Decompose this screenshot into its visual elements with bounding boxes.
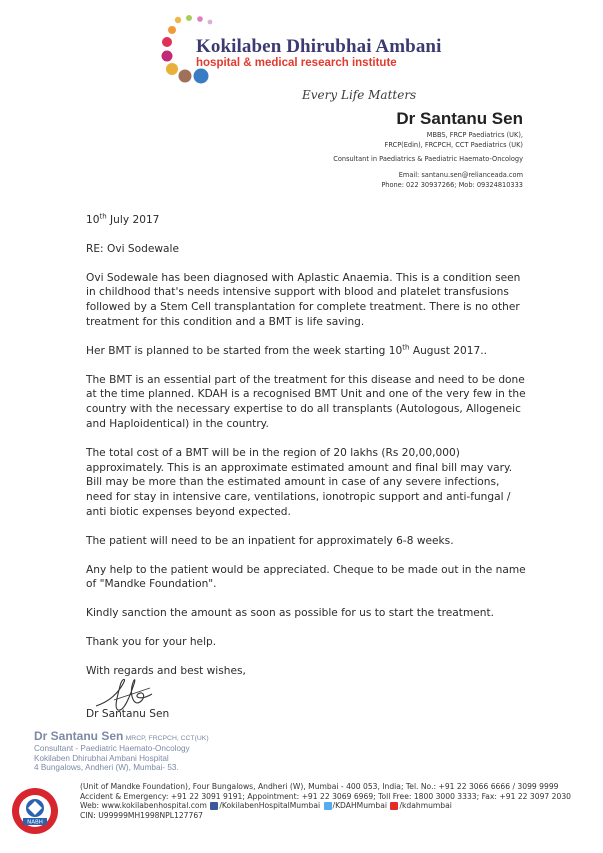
footer-youtube-link[interactable]: /kdahmumbai [399,801,452,811]
letter-subject: RE: Ovi Sodewale [86,242,179,255]
letter-date: 10th July 2017 [86,212,160,226]
letter-signer: Dr Santanu Sen [86,707,170,720]
footer-phones: Accident & Emergency: +91 22 3091 9191; Appointment: +91 22 3069 6969; Toll Free: 1800 3000 3333; Fax: +91 22 3097 2030 [80,791,571,801]
paragraph-diagnosis: Ovi Sodewale has been diagnosed with Aplastic Anaemia. This is a condition seen in childhood that's needs intensive support with blood and platelet transfusions followed by a Stem Cell transplantation for complete treatment. There is no other treatment for this condition and a BMT is life saving. [86,271,521,328]
hospital-footer [80,782,571,820]
signature-mark [94,672,164,714]
doctor-phone: Phone: 022 30937266; Mob: 09324810333 [381,181,523,189]
paragraph-thanks: Thank you for your help. [86,635,217,648]
paragraph-bmt-importance: The BMT is an essential part of the treatment for this disease and need to be done at the time planned. KDAH is a recognised BMT Unit and one of the very few in the country with the necessary expertise to do all transplants (Autologous, Allogeneic and Haploidentical) in the country. [86,373,526,430]
footer-facebook-link[interactable]: /KokilabenHospitalMumbai [219,801,321,811]
footer-cin: CIN: U99999MH1998NPL127767 [80,810,203,820]
stamp-name: Dr Santanu Sen [34,729,124,743]
hospital-name: Kokilaben Dhirubhai Ambani [196,36,442,57]
letter-body [86,213,526,721]
doctor-qualifications-2: FRCP(Edin), FRCPCH, CCT Paediatrics (UK) [384,141,523,149]
footer-address: (Unit of Mandke Foundation), Four Bungalows, Andheri (W), Mumbai - 400 053, India; Tel. No.: +91 22 3066 6666 / 3099 9999 [80,782,559,791]
doctor-stamp [34,729,209,773]
footer-twitter-link[interactable]: /KDAHMumbai [332,801,388,811]
nabh-badge-icon [10,786,60,836]
footer-website-link[interactable]: Web: www.kokilabenhospital.com [80,801,207,811]
footer-links [80,801,571,811]
badge-text: NABH [27,819,43,826]
doctor-name: Dr Santanu Sen [396,109,523,128]
hospital-subtitle: hospital & medical research institute [196,57,397,69]
stamp-line-address: 4 Bungalows, Andheri (W), Mumbai- 53. [34,763,179,773]
doctor-contact [381,170,523,190]
paragraph-inpatient: The patient will need to be an inpatient for approximately 6-8 weeks. [86,534,454,547]
youtube-icon [390,802,398,810]
paragraph-bmt-date: Her BMT is planned to be started from the week starting 10th August 2017.. [86,343,487,357]
doctor-role: Consultant in Paediatrics & Paediatric Haemato-Oncology [333,155,523,163]
stamp-qualifications: MRCP, FRCPCH, CCT(UK) [125,735,209,742]
stamp-line-hospital: Kokilaben Dhirubhai Ambani Hospital [34,753,169,763]
paragraph-cheque: Any help to the patient would be appreciated. Cheque to be made out in the name of "Mandke Foundation". [86,563,526,591]
stamp-line-role: Consultant - Paediatric Haemato-Oncology [34,743,190,753]
letter-closing: With regards and best wishes, [86,664,246,677]
facebook-icon [210,802,218,810]
doctor-email: Email: santanu.sen@relianceada.com [398,171,523,179]
hospital-tagline: Every Life Matters [302,88,417,102]
paragraph-sanction: Kindly sanction the amount as soon as possible for us to start the treatment. [86,607,495,620]
doctor-credentials [333,130,523,164]
paragraph-cost: The total cost of a BMT will be in the region of 20 lakhs (Rs 20,00,000) approximately. This is an approximate estimated amount and final bill may vary. Bill may be more than the estimated amount in case of any severe infections, need for stay in intensive care, ventilations, ionotropic support and anti-fungal / anti biotic expenses beyond expected. [86,446,513,518]
twitter-icon [324,802,332,810]
doctor-qualifications-1: MBBS, FRCP Paediatrics (UK), [426,131,523,139]
